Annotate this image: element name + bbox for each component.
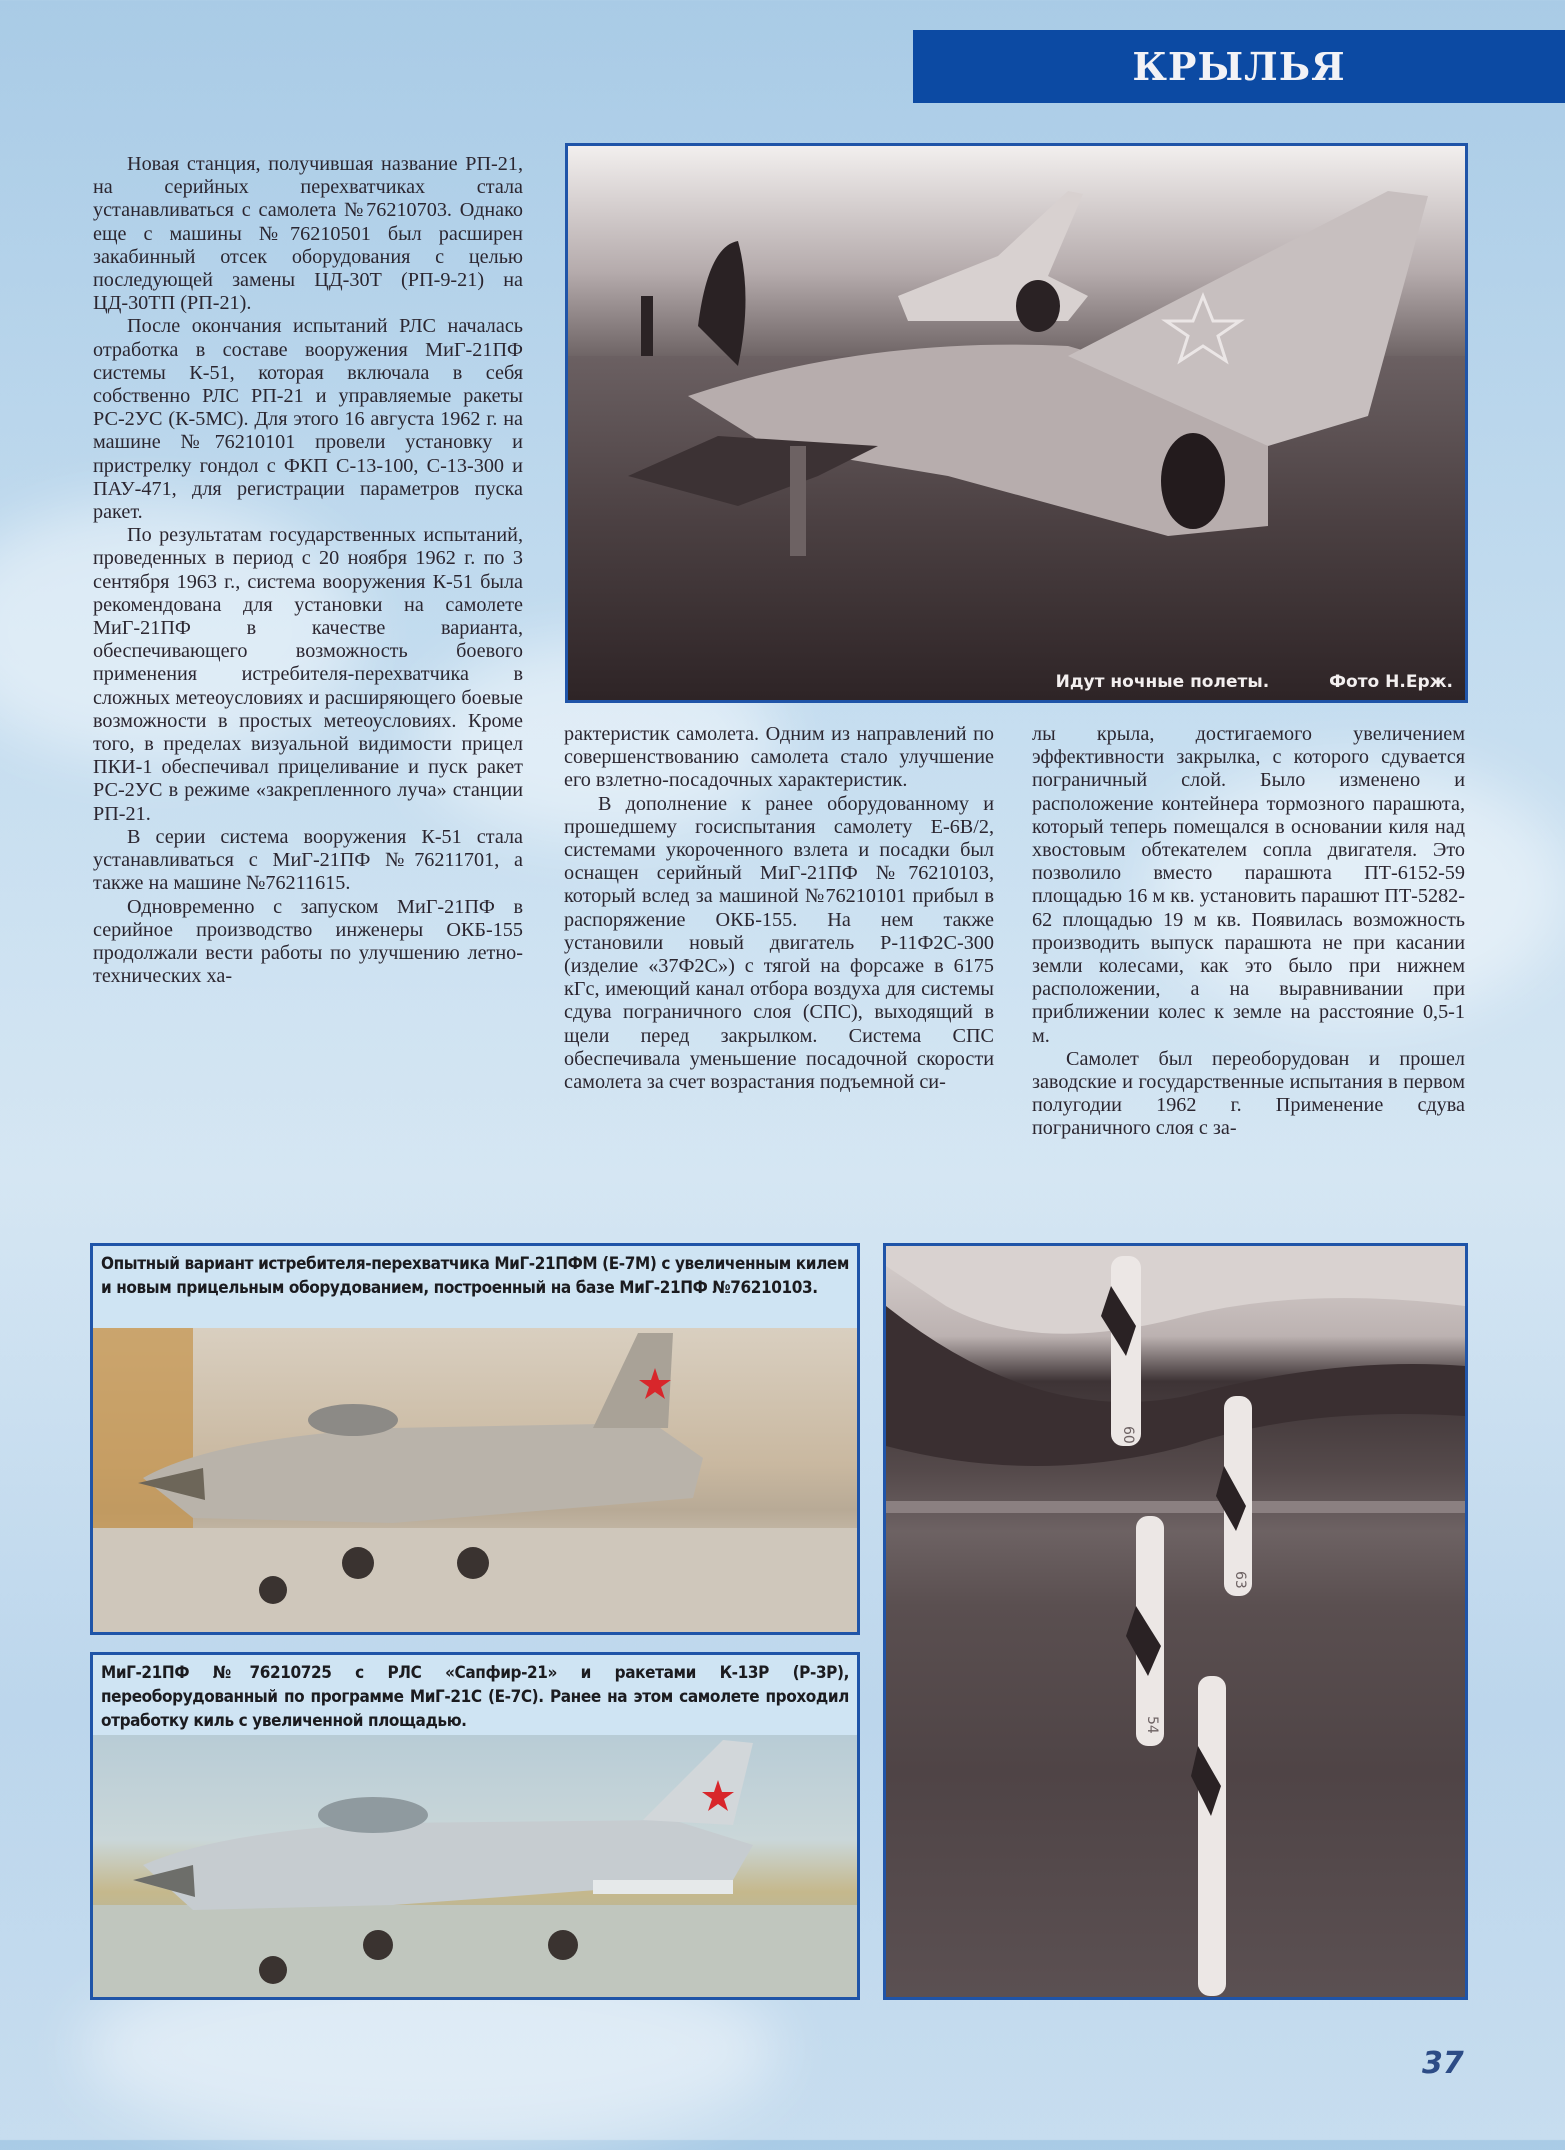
k13r-missile bbox=[593, 1880, 733, 1894]
main-aircraft-wing bbox=[628, 436, 878, 506]
paragraph: Одновременно с запуском МиГ-21ПФ в серийное производство инженеры ОКБ-155 продолжали вести работы по улучшению летно-технических ха- bbox=[93, 895, 523, 988]
page-number: 37 bbox=[1422, 2046, 1464, 2081]
photo-credit: Фото Н.Ерж. bbox=[1329, 672, 1453, 692]
road bbox=[886, 1501, 1465, 1513]
ground-crew-figure bbox=[641, 296, 653, 356]
nose-wheel bbox=[259, 1576, 287, 1604]
photo-caption: Опытный вариант истребителя-перехватчика МиГ-21ПФМ (Е-7М) с увеличенным килем и новым прицельным оборудованием, построенный на базе МиГ-21ПФ №76210103. bbox=[101, 1254, 849, 1298]
aircraft bbox=[1198, 1676, 1226, 1996]
main-wheel bbox=[342, 1547, 374, 1579]
tail-number: 63 bbox=[1232, 1571, 1248, 1589]
cockpit-canopy bbox=[308, 1404, 398, 1436]
aircraft-fuselage bbox=[143, 1423, 703, 1523]
paragraph: Новая станция, получившая название РП-21, на серийных перехватчиках стала устанавливаться с самолета №76210703. Однако еще с машины №76210501 был расширен закабинный отсек оборудования с целью последующей замены ЦД-30Т (РП-9-21) на ЦД-30ТП (РП-21). bbox=[93, 153, 523, 315]
background-aircraft-nozzle bbox=[1016, 280, 1060, 332]
main-wheel bbox=[363, 1930, 393, 1960]
aerial-formation-illustration bbox=[886, 1246, 1465, 1997]
paragraph: В серии система вооружения К-51 стала устанавливаться с МиГ-21ПФ №76211701, а также на машине №76211615. bbox=[93, 825, 523, 895]
cockpit-canopy bbox=[318, 1797, 428, 1833]
officer-figure bbox=[790, 446, 806, 556]
aircraft-fin bbox=[643, 1740, 753, 1825]
photo-mig21pfm bbox=[93, 1328, 857, 1632]
photo-mig21pf-sapfir bbox=[93, 1735, 857, 1997]
paragraph: Самолет был переоборудован и прошел заводские и государственные испытания в первом полугодии 1962 г. Применение сдува пограничного слоя с за- bbox=[1032, 1047, 1465, 1140]
forest-belt bbox=[886, 1306, 1465, 1466]
open-canopy bbox=[698, 241, 746, 366]
mig21pfm-illustration bbox=[93, 1328, 857, 1632]
aircraft-fuselage bbox=[143, 1820, 753, 1910]
nose-wheel bbox=[259, 1956, 287, 1984]
text-column-1 bbox=[93, 153, 523, 988]
photo-caption: МиГ-21ПФ №76210725 с РЛС «Сапфир-21» и ракетами К-13Р (Р-3Р), переоборудованный по программе МиГ-21С (Е-7С). Ранее на этом самолете проходил отработку киль с увеличенной площадью. bbox=[101, 1663, 849, 1731]
paragraph-continuation: рактеристик самолета. Одним из направлений по совершенствованию самолета стало улучшение его взлетно-посадочных характеристик. bbox=[564, 723, 994, 792]
autumn-trees bbox=[93, 1328, 193, 1548]
main-aircraft-nozzle bbox=[1161, 433, 1225, 529]
photo-aerial-formation bbox=[883, 1243, 1468, 2000]
open-field bbox=[886, 1246, 1465, 1334]
paragraph: В дополнение к ранее оборудованному и прошедшему госиспытания самолету Е-6В/2, системами укороченного взлета и посадки был оснащен серийный МиГ-21ПФ №76210103, который вслед за машиной №76210101 прибыл в распоряжение ОКБ-155. На нем также установили новый двигатель Р-11Ф2С-300 (изделие «37Ф2С») с тягой на форсаже в 6175 кГс, имеющий канал отбора воздуха для системы сдува пограничного слоя (СПС), выходящий в щели перед закрылком. Система СПС обеспечивала уменьшение посадочной скорости самолета за счет возрастания подъемной си- bbox=[564, 792, 994, 1094]
paragraph: По результатам государственных испытаний, проведенных в период с 20 ноября 1962 г. по 3 сентября 1963 г., система вооружения К-51 была рекомендована для установки на самолете МиГ-21ПФ в качестве варианта, обеспечивающего возможность боевого применения истребителя-перехватчика в сложных метеоусловиях и расширяющего боевые возможности в простых метеоусловиях. Кроме того, в пределах визуальной видимости прицел ПКИ-1 обеспечивал прицеливание и пуск ракет РС-2УС в режиме «закрепленного луча» станции РП-21. bbox=[93, 524, 523, 825]
main-wheel bbox=[548, 1930, 578, 1960]
paragraph-continuation: лы крыла, достигаемого увеличением эффективности закрылка, с которого сдувается пограничный слой. Было изменено и расположение контейнера тормозного парашюта, который теперь помещался в основании киля над хвостовым обтекателем сопла двигателя. Это позволило вместо парашюта ПТ-6152-59 площадью 16 м кв. установить парашют ПТ-5282-62 площадью 19 м кв. Появилась возможность производить выпуск парашюта не при касании земли колесами, как это было при нижнем расположении, а на выравнивании при приближении колес к земле на расстояние 0,5-1 м. bbox=[1032, 723, 1465, 1047]
photo-box-mig21pf-sapfir bbox=[90, 1652, 860, 2000]
tail-number: 60 bbox=[1120, 1426, 1136, 1444]
runway bbox=[93, 1905, 857, 1997]
tail-number: 54 bbox=[1144, 1716, 1160, 1734]
section-header-band bbox=[913, 30, 1565, 103]
photo-caption-bar bbox=[568, 672, 1453, 692]
section-title: КРЫЛЬЯ bbox=[1132, 44, 1346, 89]
photo-caption: Идут ночные полеты. bbox=[1055, 672, 1270, 692]
photo-box-mig21pfm bbox=[90, 1243, 860, 1635]
main-wheel bbox=[457, 1547, 489, 1579]
mig21-rear-view-illustration bbox=[568, 146, 1468, 703]
text-column-2 bbox=[564, 723, 994, 1094]
runway bbox=[93, 1528, 857, 1632]
mig21pf-sapfir-illustration bbox=[93, 1735, 857, 1997]
text-column-3 bbox=[1032, 723, 1465, 1141]
paragraph: После окончания испытаний РЛС началась отработка в составе вооружения МиГ-21ПФ системы К-51, которая включала в себя собственно РЛС РП-21 и управляемые ракеты РС-2УС (К-5МС). Для этого 16 августа 1962 г. на машине №76210101 провели установку и пристрелку гондол с ФКП С-13-100, С-13-300 и ПАУ-471, для регистрации параметров пуска ракет. bbox=[93, 315, 523, 524]
photo-night-flights bbox=[565, 143, 1468, 703]
